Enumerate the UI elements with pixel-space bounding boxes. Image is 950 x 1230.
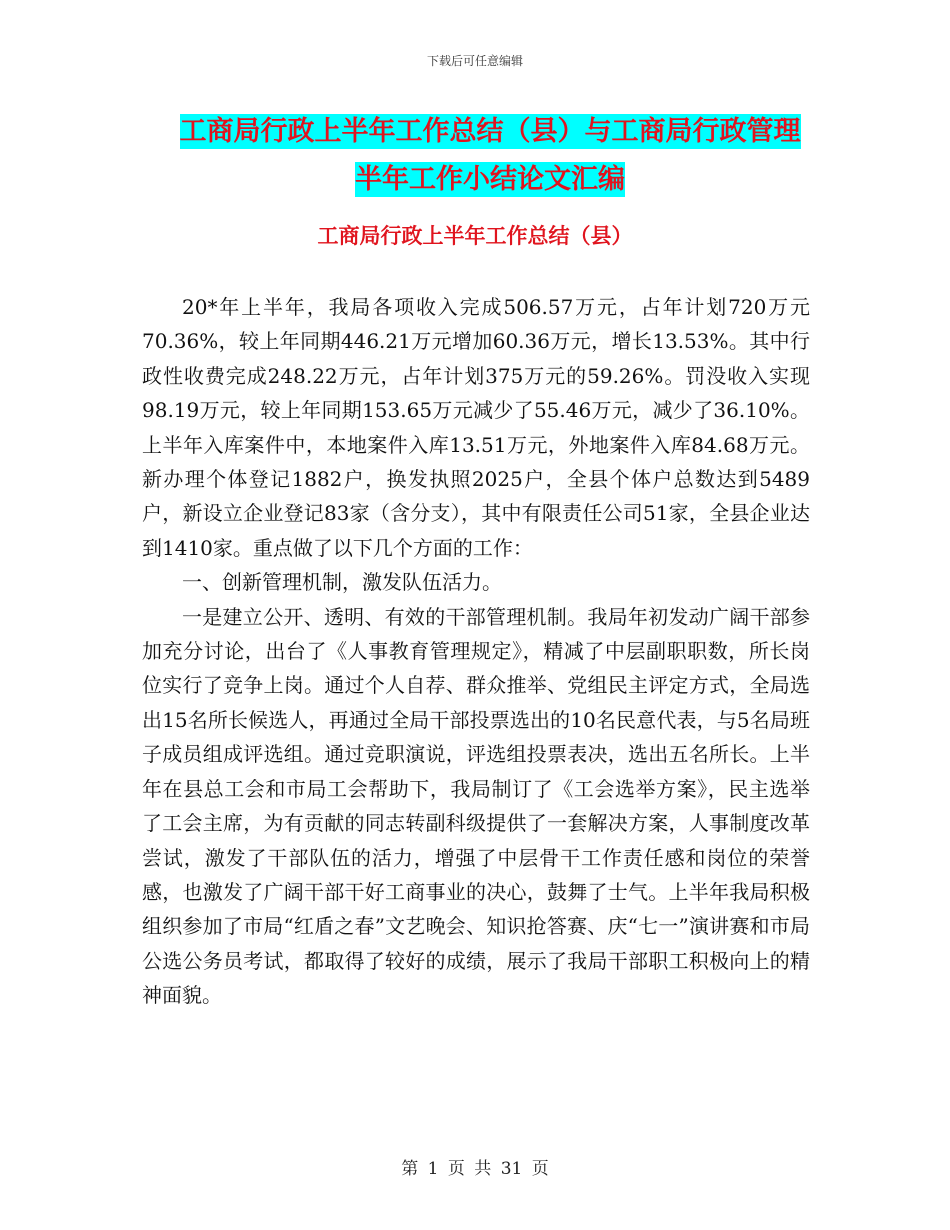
paragraph-heading-1: 一、创新管理机制，激发队伍活力。	[182, 570, 502, 595]
document-title-line-2: 半年工作小结论文汇编	[355, 164, 625, 195]
document-title-line-1: 工商局行政上半年工作总结（县）与工商局行政管理	[179, 116, 801, 147]
body-text	[142, 290, 810, 1013]
page-header-note: 下载后可任意编辑	[426, 54, 523, 68]
document-title	[140, 108, 840, 204]
paragraph-management: 一是建立公开、透明、有效的干部管理机制。我局年初发动广阔干部参加充分讨论，出台了《人事教育管理规定》，精减了中层副职职数，所长岗位实行了竞争上岗。通过个人自荐、群众推举、党组民主评定方式，全局选出15名所长候选人，再通过全局干部投票选出的10名民意代表，与5名局班子成员组成评选组。通过竞职演说，评选组投票表决，选出五名所长。上半年在县总工会和市局工会帮助下，我局制订了《工会选举方案》，民主选举了工会主席，为有贡献的同志转副科级提供了一套解决方案，人事制度改革尝试，激发了干部队伍的活力，增强了中层骨干工作责任感和岗位的荣誉感，也激发了广阔干部干好工商事业的决心，鼓舞了士气。上半年我局积极组织参加了市局“红盾之春”文艺晚会、知识抢答赛、庆“七一”演讲赛和市局公选公务员考试，都取得了较好的成绩，展示了我局干部职工积极向上的精神面貌。	[142, 604, 810, 1008]
section-title: 工商局行政上半年工作总结（县）	[317, 224, 633, 248]
paragraph-summary: 20*年上半年，我局各项收入完成506.57万元，占年计划720万元70.36%，较上年同期446.21万元增加60.36万元，增长13.53%。其中行政性收费完成248.22万元，占年计划375万元的59.26%。罚没收入实现98.19万元，较上年同期153.65万元减少了55.46万元，减少了36.10%。上半年入库案件中，本地案件入库13.51万元，外地案件入库84.68万元。新办理个体登记1882户，换发执照2025户，全县个体户总数达到5489户，新设立企业登记83家（含分支），其中有限责任公司51家，全县企业达到1410家。重点做了以下几个方面的工作：	[142, 295, 810, 560]
page-footer: 第 1 页 共 31 页	[401, 1159, 549, 1179]
